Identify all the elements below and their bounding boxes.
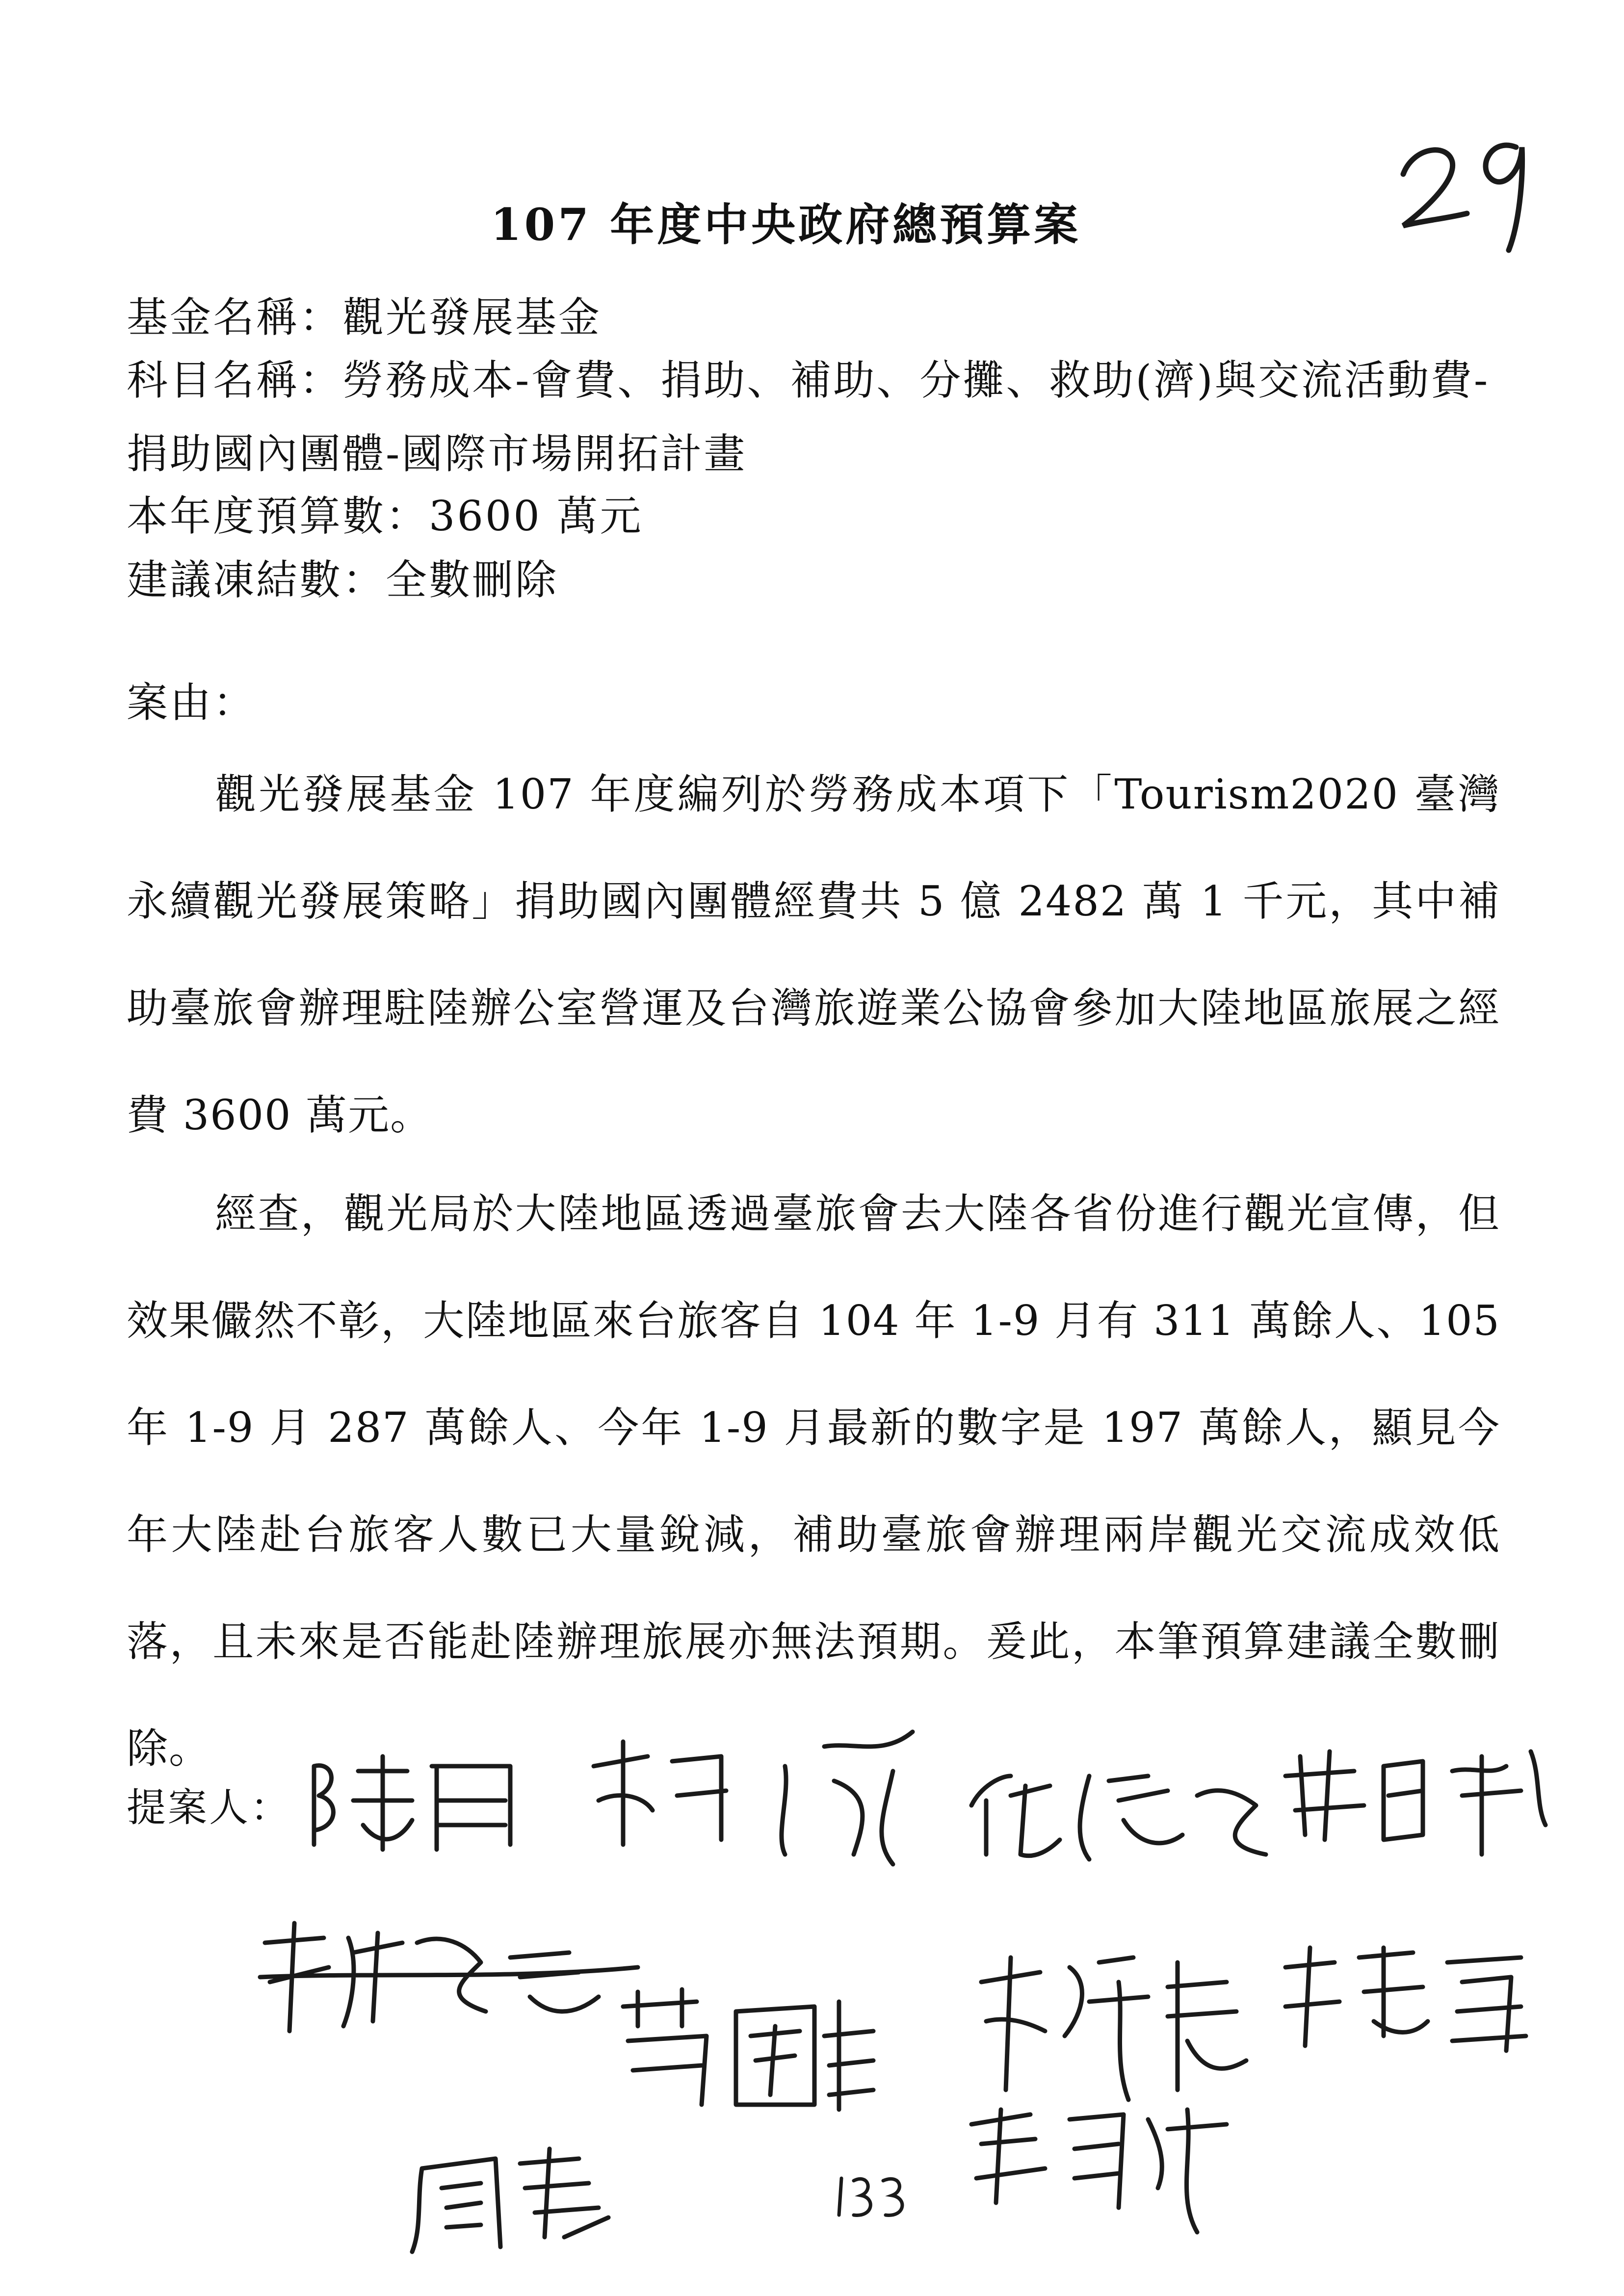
budget-amount: 本年度預算數：3600 萬元: [127, 492, 643, 540]
signature-7: [402, 2139, 618, 2257]
signature-5: [255, 1913, 648, 2041]
handwritten-doc-number: [834, 2168, 913, 2222]
signature-4: [1276, 1737, 1550, 1859]
signature-10: [962, 2090, 1246, 2237]
reason-paragraph-2: 經查，觀光局於大陸地區透過臺旅會去大陸各省份進行觀光宣傳，但效果儼然不彰，大陸地區來台旅客自 104 年 1-9 月有 311 萬餘人、105 年 1-9 月 287 萬餘人、今年 1-9 月最新的數字是 197 萬餘人，顯見今年大陸赴台旅客人數已大量銳減，補助臺旅會辦理兩岸觀光交流成效低落，且未來是否能赴陸辦理旅展亦無法預期。爰此，本筆預算建議全數刪除。: [127, 1190, 1500, 1773]
signature-3: [962, 1756, 1295, 1869]
suggested-freeze: 建議凍結數：全數刪除: [127, 556, 559, 604]
page-title: 107 年度中央政府總預算案: [491, 199, 1081, 251]
signature-6: [608, 1982, 883, 2114]
signature-2: [579, 1727, 932, 1869]
reason-paragraph-1: 觀光發展基金 107 年度編列於勞務成本項下「Tourism2020 臺灣永續觀光發展策略」捐助國內團體經費共 5 億 2482 萬 1 千元，其中補助臺旅會辦理駐陸辦公室營運及台灣旅遊業公協會參加大陸地區旅展之經費 3600 萬元。: [127, 770, 1500, 1139]
subject-name: 科目名稱：勞務成本-會費、捐助、補助、分攤、救助(濟)與交流活動費-捐助國內團體-國際市場開拓計畫: [127, 356, 1490, 478]
reason-label: 案由：: [127, 678, 257, 727]
signature-1: [304, 1747, 540, 1859]
fund-name: 基金名稱：觀光發展基金: [127, 293, 602, 341]
signature-8: [971, 1943, 1276, 2110]
handwritten-page-number: [1393, 128, 1555, 255]
signature-9: [1276, 1938, 1541, 2065]
proposer-label: 提案人：: [127, 1785, 291, 1830]
